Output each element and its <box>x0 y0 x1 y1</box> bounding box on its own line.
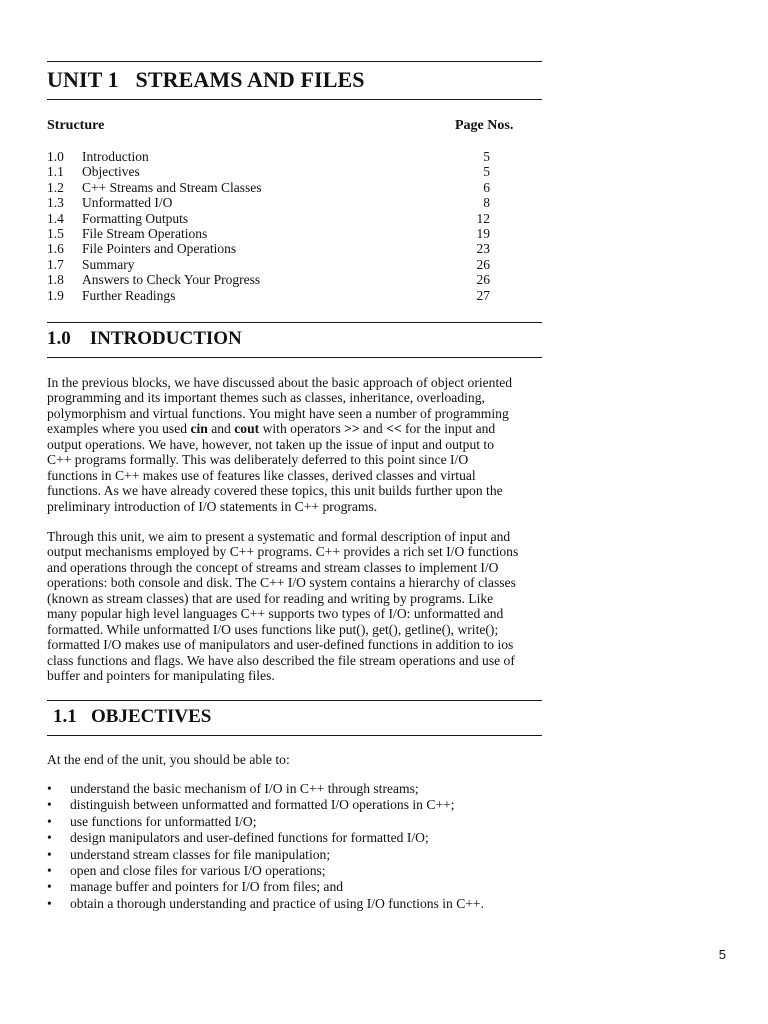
rule-below-objectives <box>47 735 542 736</box>
operator-extraction: >> <box>344 421 360 437</box>
objective-text: obtain a thorough understanding and practice of using I/O functions in C++. <box>70 895 484 911</box>
introduction-paragraph-1 <box>47 375 542 514</box>
rule-above-introduction <box>47 322 542 323</box>
objectives-heading: 1.1 OBJECTIVES <box>53 706 212 727</box>
list-item <box>47 781 542 797</box>
toc-page: 12 <box>476 210 490 226</box>
page-nos-heading: Page Nos. <box>455 118 514 133</box>
unit-title: UNIT 1 STREAMS AND FILES <box>47 67 365 92</box>
rule-under-title <box>47 99 542 100</box>
list-item <box>47 896 542 912</box>
objective-text: design manipulators and user-defined functions for formatted I/O; <box>70 830 429 846</box>
toc-number: 1.8 <box>47 272 64 288</box>
toc-row <box>47 211 527 226</box>
rule-below-introduction <box>47 357 542 358</box>
intro-text-f: for the input and output operations. We have, however, not taken up the issue of input and output to C++ programs formally. This was deliberately deferred to this point since I/O functions in C++ makes use of features like classes, derived classes and virtual functions. As we have already covered these topics, this unit builds further upon the preliminary introduction of I/O statements in C++ programs. <box>47 421 503 514</box>
toc-row <box>47 288 527 303</box>
objective-text: understand stream classes for file manipulation; <box>70 846 331 862</box>
list-item <box>47 814 542 830</box>
toc-page: 23 <box>476 241 490 257</box>
toc-row <box>47 272 527 287</box>
intro-text-a: In the previous blocks, we have discussed about the basic approach of object oriented programming and its important themes such as classes, inheritance, overloading, polymorphism and virtual functions. You might have seen a number of programming examples where you used <box>47 375 513 437</box>
toc-number: 1.0 <box>47 149 64 164</box>
toc-number: 1.5 <box>47 225 64 241</box>
toc-label: Objectives <box>82 164 140 180</box>
toc-page: 26 <box>476 256 490 272</box>
toc-row <box>47 149 527 164</box>
objectives-intro: At the end of the unit, you should be able to: <box>47 752 290 767</box>
toc-page: 19 <box>476 225 490 241</box>
toc-label: File Stream Operations <box>82 225 208 241</box>
intro-text-d: with operators <box>259 421 345 437</box>
toc-page: 5 <box>483 149 490 164</box>
introduction-paragraph-2: Through this unit, we aim to present a systematic and formal description of input and output mechanisms employed by C++ programs. C++ provides a rich set I/O functions and operations through the concept of streams and stream classes to implement I/O operations: both console and disk. The C++ I/O system contains a hierarchy of classes (known as stream classes) that are used for reading and writing by programs. Like many popular high level languages C++ supports two types of I/O: unformatted and formatted. While unformatted I/O uses functions like put(), get(), getline(), write(); formatted I/O makes use of manipulators and user-defined functions in addition to ios class functions and flags. We have also described the file stream operations and use of buffer and pointers for manipulating files. <box>47 529 519 684</box>
toc-number: 1.4 <box>47 210 64 226</box>
toc-label: Unformatted I/O <box>82 195 173 211</box>
toc-number: 1.2 <box>47 179 64 195</box>
intro-text-c: and <box>207 421 235 437</box>
toc-label: File Pointers and Operations <box>82 241 237 257</box>
toc-page: 8 <box>483 195 490 211</box>
list-item <box>47 797 542 813</box>
objective-text: understand the basic mechanism of I/O in C++ through streams; <box>70 781 419 796</box>
keyword-cin: cin <box>190 421 208 437</box>
toc-label: C++ Streams and Stream Classes <box>82 179 262 195</box>
toc-label: Summary <box>82 256 135 272</box>
bullet-icon: • <box>47 813 52 829</box>
list-item <box>47 830 542 846</box>
toc-page: 26 <box>476 272 490 288</box>
objective-text: manage buffer and pointers for I/O from files; and <box>70 879 344 895</box>
toc-row <box>47 241 527 256</box>
objectives-list <box>47 781 542 912</box>
toc-row <box>47 180 527 195</box>
toc-label: Answers to Check Your Progress <box>82 272 261 288</box>
bullet-icon: • <box>47 797 52 813</box>
toc-list <box>47 149 527 303</box>
keyword-cout: cout <box>234 421 260 437</box>
list-item <box>47 847 542 863</box>
toc-row <box>47 226 527 241</box>
structure-heading: Structure <box>47 118 105 133</box>
toc-number: 1.7 <box>47 256 64 272</box>
objective-text: open and close files for various I/O operations; <box>70 862 326 878</box>
page-number: 5 <box>718 947 726 962</box>
bullet-icon: • <box>47 781 52 796</box>
toc-row <box>47 195 527 210</box>
toc-page: 27 <box>476 287 490 303</box>
toc-label: Further Readings <box>82 287 176 303</box>
toc-row <box>47 257 527 272</box>
bullet-icon: • <box>47 879 52 895</box>
toc-number: 1.9 <box>47 287 64 303</box>
objective-text: distinguish between unformatted and formatted I/O operations in C++; <box>70 797 455 813</box>
operator-insertion: << <box>386 421 402 437</box>
rule-top <box>47 61 542 62</box>
bullet-icon: • <box>47 846 52 862</box>
intro-text-e: and <box>359 421 387 437</box>
toc-label: Formatting Outputs <box>82 210 189 226</box>
list-item <box>47 879 542 895</box>
toc-number: 1.3 <box>47 195 64 211</box>
bullet-icon: • <box>47 862 52 878</box>
introduction-heading: 1.0 INTRODUCTION <box>47 328 242 349</box>
toc-page: 6 <box>483 179 490 195</box>
rule-above-objectives <box>47 700 542 701</box>
toc-number: 1.1 <box>47 164 64 180</box>
bullet-icon: • <box>47 895 52 911</box>
bullet-icon: • <box>47 830 52 846</box>
toc-row <box>47 164 527 179</box>
list-item <box>47 863 542 879</box>
toc-page: 5 <box>483 164 490 180</box>
toc-label: Introduction <box>82 149 149 164</box>
objective-text: use functions for unformatted I/O; <box>70 813 257 829</box>
toc-number: 1.6 <box>47 241 64 257</box>
